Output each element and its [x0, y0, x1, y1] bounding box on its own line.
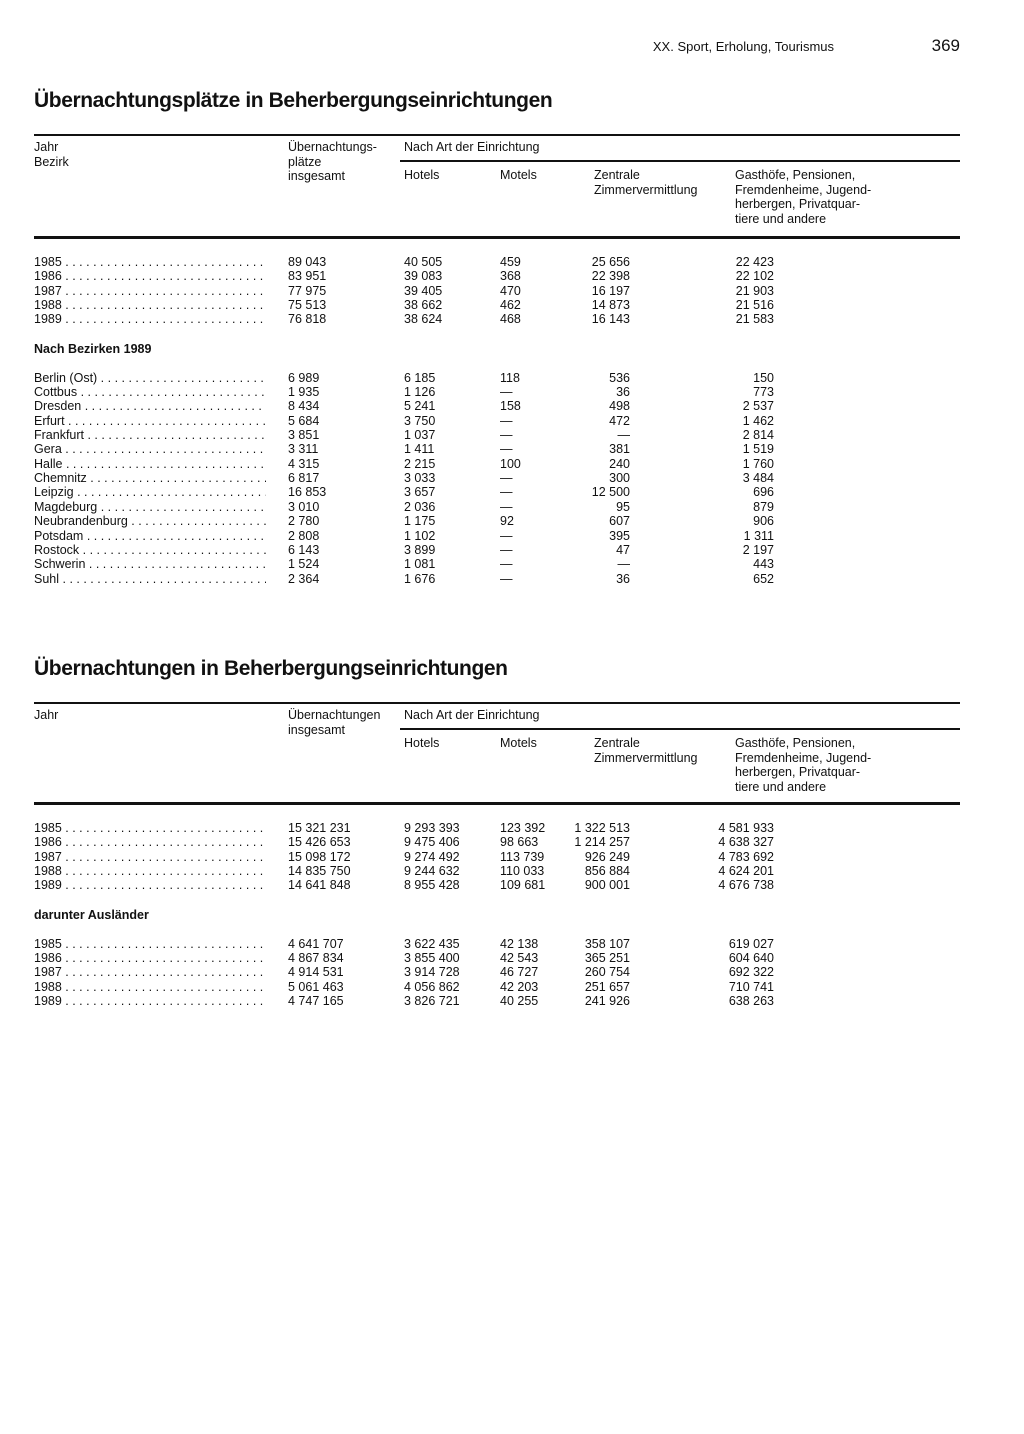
- gasthoefe-cell: 696: [753, 485, 774, 500]
- header-group: Nach Art der Einrichtung: [404, 708, 540, 722]
- motels-cell: —: [500, 557, 513, 572]
- zentrale-cell: 240: [609, 456, 630, 471]
- hotels-cell: 9 293 393: [404, 821, 460, 835]
- table-row: [34, 937, 960, 951]
- total-cell: 2 808: [288, 528, 320, 543]
- gasthoefe-cell: 443: [753, 557, 774, 572]
- total-cell: 14 641 848: [288, 878, 351, 893]
- motels-cell: 46 727: [500, 965, 539, 980]
- gasthoefe-cell: 22 423: [735, 255, 774, 269]
- motels-cell: 110 033: [500, 864, 545, 879]
- hotels-cell: 3 855 400: [404, 951, 460, 966]
- subheading-districts: Nach Bezirken 1989: [34, 341, 152, 356]
- motels-cell: —: [500, 499, 513, 514]
- page-number: 369: [931, 36, 960, 55]
- zentrale-cell: 365 251: [584, 951, 630, 966]
- motels-cell: —: [500, 528, 513, 543]
- row-label: 1985 . . .: [34, 255, 266, 269]
- total-cell: 1 524: [288, 557, 320, 572]
- motels-cell: 158: [500, 399, 521, 414]
- row-label: 1986 . . .: [34, 835, 266, 849]
- header-gasthoefe: Gasthöfe, Pensionen, Fremdenheime, Jugend- herbergen, Privatquar- tiere und andere: [735, 736, 872, 794]
- gasthoefe-cell: 773: [753, 385, 774, 400]
- total-cell: 1 935: [288, 385, 320, 400]
- table-row: [34, 500, 960, 514]
- total-cell: 15 098 172: [288, 849, 351, 864]
- motels-cell: —: [500, 442, 513, 457]
- row-label: Schwerin . . .: [34, 557, 266, 571]
- gasthoefe-cell: 710 741: [728, 979, 774, 994]
- total-cell: 8 434: [288, 399, 320, 414]
- hotels-cell: 3 657: [404, 485, 436, 500]
- header-row-label: Jahr Bezirk: [34, 140, 69, 169]
- total-cell: 3 010: [288, 499, 320, 514]
- header-motels: Motels: [500, 168, 537, 182]
- motels-cell: 118: [500, 370, 520, 385]
- hotels-cell: 39 083: [404, 269, 443, 284]
- zentrale-cell: 16 143: [591, 312, 630, 327]
- hotels-cell: 38 662: [404, 298, 443, 313]
- gasthoefe-cell: 906: [753, 514, 774, 529]
- motels-cell: —: [500, 571, 513, 586]
- zentrale-cell: 22 398: [591, 269, 630, 284]
- hotels-cell: 4 056 862: [404, 979, 460, 994]
- gasthoefe-cell: 604 640: [728, 951, 774, 966]
- hotels-cell: 9 244 632: [404, 864, 460, 879]
- table-row: [34, 385, 960, 399]
- table-overnight-capacity: [34, 88, 960, 586]
- hotels-cell: 1 126: [404, 385, 436, 400]
- table-row: [34, 514, 960, 528]
- table-title: Übernachtungen in Beherbergungseinrichtungen: [34, 657, 508, 680]
- gasthoefe-cell: 1 462: [742, 413, 774, 428]
- table-row: [34, 298, 960, 312]
- total-cell: 77 975: [288, 283, 327, 298]
- table-row: [34, 269, 960, 283]
- row-label: Dresden . . .: [34, 399, 266, 413]
- row-label: 1987 . . .: [34, 850, 266, 864]
- motels-cell: 470: [500, 283, 521, 298]
- total-cell: 4 315: [288, 456, 320, 471]
- hotels-cell: 1 081: [404, 557, 436, 572]
- gasthoefe-cell: 4 638 327: [718, 835, 774, 850]
- total-cell: 2 780: [288, 514, 320, 529]
- total-cell: 6 989: [288, 370, 320, 385]
- motels-cell: 98 663: [500, 835, 539, 850]
- total-cell: 5 061 463: [288, 979, 344, 994]
- hotels-cell: 2 215: [404, 456, 436, 471]
- zentrale-cell: 47: [616, 542, 630, 557]
- row-label: Magdeburg . . .: [34, 500, 266, 514]
- total-cell: 16 853: [288, 485, 327, 500]
- gasthoefe-cell: 22 102: [735, 269, 774, 284]
- table-row: [34, 399, 960, 413]
- motels-cell: 42 138: [500, 936, 539, 951]
- zentrale-cell: 607: [609, 514, 630, 529]
- table-row: [34, 543, 960, 557]
- zentrale-cell: 926 249: [584, 849, 630, 864]
- table-row: [34, 529, 960, 543]
- header-zentrale: Zentrale Zimmervermittlung: [594, 736, 698, 765]
- table-row: [34, 572, 960, 586]
- table-body-years: [34, 821, 960, 893]
- gasthoefe-cell: 638 263: [728, 994, 774, 1009]
- zentrale-cell: —: [617, 557, 630, 572]
- motels-cell: —: [500, 385, 513, 400]
- hotels-cell: 3 622 435: [404, 936, 460, 951]
- hotels-cell: 1 411: [404, 442, 435, 457]
- gasthoefe-cell: 692 322: [728, 965, 774, 980]
- zentrale-cell: 472: [609, 413, 630, 428]
- zentrale-cell: 536: [609, 370, 630, 385]
- table-row: [34, 821, 960, 835]
- header-row-label: Jahr: [34, 708, 59, 722]
- total-cell: 5 684: [288, 413, 320, 428]
- motels-cell: 462: [500, 298, 521, 313]
- subheading-foreigners: darunter Ausländer: [34, 907, 149, 922]
- motels-cell: 92: [500, 514, 514, 529]
- motels-cell: —: [500, 542, 513, 557]
- header-total: Übernachtungs- plätze insgesamt: [288, 140, 377, 183]
- gasthoefe-cell: 2 814: [742, 428, 774, 443]
- hotels-cell: 1 676: [404, 571, 436, 586]
- row-label: 1987 . . .: [34, 965, 266, 979]
- row-label: Potsdam . . .: [34, 529, 266, 543]
- total-cell: 4 914 531: [288, 965, 344, 980]
- hotels-cell: 1 037: [404, 428, 436, 443]
- header-gasthoefe: Gasthöfe, Pensionen, Fremdenheime, Jugend- herbergen, Privatquar- tiere und andere: [735, 168, 872, 226]
- motels-cell: 42 543: [500, 951, 539, 966]
- zentrale-cell: 358 107: [584, 936, 630, 951]
- row-label: 1985 . . .: [34, 821, 266, 835]
- table-row: [34, 485, 960, 499]
- gasthoefe-cell: 652: [753, 571, 774, 586]
- header-motels: Motels: [500, 736, 537, 750]
- header-total: Übernachtungen insgesamt: [288, 708, 381, 737]
- zentrale-cell: 395: [609, 528, 630, 543]
- row-label: 1988 . . .: [34, 864, 266, 878]
- zentrale-cell: 900 001: [584, 878, 630, 893]
- header-hotels: Hotels: [404, 168, 440, 182]
- table-row: [34, 284, 960, 298]
- motels-cell: 459: [500, 255, 521, 269]
- gasthoefe-cell: 4 581 933: [718, 821, 774, 835]
- row-label: 1986 . . .: [34, 269, 266, 283]
- hotels-cell: 3 033: [404, 471, 436, 486]
- zentrale-cell: 16 197: [591, 283, 630, 298]
- total-cell: 6 817: [288, 471, 320, 486]
- hotels-cell: 9 475 406: [404, 835, 460, 850]
- total-cell: 14 835 750: [288, 864, 351, 879]
- motels-cell: —: [500, 485, 513, 500]
- total-cell: 2 364: [288, 571, 320, 586]
- table-row: [34, 951, 960, 965]
- zentrale-cell: 25 656: [591, 255, 630, 269]
- row-label: Chemnitz . . .: [34, 471, 266, 485]
- zentrale-cell: —: [617, 428, 630, 443]
- zentrale-cell: 300: [609, 471, 630, 486]
- gasthoefe-cell: 879: [753, 499, 774, 514]
- table-row: [34, 965, 960, 979]
- table-header: [34, 702, 960, 805]
- table-overnight-stays: [34, 656, 960, 1008]
- total-cell: 83 951: [288, 269, 327, 284]
- row-label: 1988 . . .: [34, 980, 266, 994]
- zentrale-cell: 498: [609, 399, 630, 414]
- motels-cell: 468: [500, 312, 521, 327]
- row-label: Leipzig . . .: [34, 485, 266, 499]
- row-label: Suhl . . .: [34, 572, 266, 586]
- motels-cell: 109 681: [500, 878, 546, 893]
- zentrale-cell: 12 500: [591, 485, 630, 500]
- hotels-cell: 3 826 721: [404, 994, 460, 1009]
- table-row: [34, 312, 960, 326]
- page-header: [34, 36, 960, 60]
- zentrale-cell: 36: [616, 385, 630, 400]
- hotels-cell: 3 914 728: [404, 965, 460, 980]
- row-label: Gera . . .: [34, 442, 266, 456]
- table-header: [34, 134, 960, 239]
- total-cell: 15 321 231: [288, 821, 351, 835]
- header-hotels: Hotels: [404, 736, 440, 750]
- motels-cell: —: [500, 428, 513, 443]
- table-row: [34, 428, 960, 442]
- hotels-cell: 6 185: [404, 370, 436, 385]
- gasthoefe-cell: 4 783 692: [718, 849, 774, 864]
- table-row: [34, 457, 960, 471]
- total-cell: 75 513: [288, 298, 327, 313]
- row-label: 1989 . . .: [34, 312, 266, 326]
- total-cell: 6 143: [288, 542, 320, 557]
- total-cell: 3 311: [288, 442, 319, 457]
- gasthoefe-cell: 21 903: [735, 283, 774, 298]
- table-row: [34, 255, 960, 269]
- total-cell: 76 818: [288, 312, 327, 327]
- hotels-cell: 3 899: [404, 542, 436, 557]
- total-cell: 3 851: [288, 428, 320, 443]
- motels-cell: 123 392: [500, 821, 546, 835]
- row-label: Cottbus . . .: [34, 385, 266, 399]
- gasthoefe-cell: 1 519: [742, 442, 774, 457]
- row-label: 1989 . . .: [34, 994, 266, 1008]
- header-zentrale: Zentrale Zimmervermittlung: [594, 168, 698, 197]
- row-label: 1987 . . .: [34, 284, 266, 298]
- gasthoefe-cell: 1 760: [742, 456, 774, 471]
- row-label: Neubrandenburg . . .: [34, 514, 266, 528]
- hotels-cell: 8 955 428: [404, 878, 460, 893]
- table-row: [34, 371, 960, 385]
- gasthoefe-cell: 2 197: [742, 542, 774, 557]
- zentrale-cell: 1 322 513: [574, 821, 630, 835]
- hotels-cell: 1 175: [404, 514, 436, 529]
- row-label: 1986 . . .: [34, 951, 266, 965]
- row-label: Rostock . . .: [34, 543, 266, 557]
- table-row: [34, 442, 960, 456]
- zentrale-cell: 856 884: [584, 864, 630, 879]
- gasthoefe-cell: 4 676 738: [718, 878, 774, 893]
- gasthoefe-cell: 21 583: [735, 312, 774, 327]
- zentrale-cell: 36: [616, 571, 630, 586]
- motels-cell: —: [500, 413, 513, 428]
- table-row: [34, 835, 960, 849]
- total-cell: 4 867 834: [288, 951, 344, 966]
- table-row: [34, 471, 960, 485]
- gasthoefe-cell: 619 027: [728, 936, 774, 951]
- gasthoefe-cell: 4 624 201: [718, 864, 774, 879]
- row-label: 1989 . . .: [34, 878, 266, 892]
- header-group-rule: [400, 160, 960, 162]
- gasthoefe-cell: 21 516: [735, 298, 774, 313]
- hotels-cell: 40 505: [404, 255, 443, 269]
- table-row: [34, 994, 960, 1008]
- table-row: [34, 850, 960, 864]
- gasthoefe-cell: 1 311: [743, 528, 774, 543]
- gasthoefe-cell: 3 484: [742, 471, 774, 486]
- table-row: [34, 878, 960, 892]
- table-row: [34, 557, 960, 571]
- table-row: [34, 864, 960, 878]
- table-row: [34, 980, 960, 994]
- motels-cell: 113 739: [500, 849, 545, 864]
- row-label: Frankfurt . . .: [34, 428, 266, 442]
- total-cell: 4 747 165: [288, 994, 344, 1009]
- zentrale-cell: 95: [616, 499, 630, 514]
- row-label: 1985 . . .: [34, 937, 266, 951]
- table-body-years: [34, 255, 960, 327]
- motels-cell: 42 203: [500, 979, 539, 994]
- total-cell: 15 426 653: [288, 835, 351, 850]
- hotels-cell: 5 241: [404, 399, 436, 414]
- table-title: Übernachtungsplätze in Beherbergungseinrichtungen: [34, 89, 553, 112]
- gasthoefe-cell: 2 537: [742, 399, 774, 414]
- hotels-cell: 9 274 492: [404, 849, 460, 864]
- hotels-cell: 1 102: [404, 528, 436, 543]
- motels-cell: 40 255: [500, 994, 539, 1009]
- motels-cell: 368: [500, 269, 521, 284]
- hotels-cell: 38 624: [404, 312, 443, 327]
- gasthoefe-cell: 150: [753, 370, 774, 385]
- header-group-rule: [400, 728, 960, 730]
- total-cell: 89 043: [288, 255, 327, 269]
- zentrale-cell: 381: [609, 442, 630, 457]
- row-label: Halle . . .: [34, 457, 266, 471]
- hotels-cell: 3 750: [404, 413, 436, 428]
- chapter-title: XX. Sport, Erholung, Tourismus: [652, 39, 834, 54]
- motels-cell: 100: [500, 456, 521, 471]
- header-group: Nach Art der Einrichtung: [404, 140, 540, 154]
- zentrale-cell: 260 754: [584, 965, 630, 980]
- motels-cell: —: [500, 471, 513, 486]
- row-label: Erfurt . . .: [34, 414, 266, 428]
- zentrale-cell: 14 873: [591, 298, 630, 313]
- row-label: Berlin (Ost) . . .: [34, 371, 266, 385]
- hotels-cell: 2 036: [404, 499, 436, 514]
- total-cell: 4 641 707: [288, 936, 344, 951]
- zentrale-cell: 1 214 257: [574, 835, 630, 850]
- row-label: 1988 . . .: [34, 298, 266, 312]
- table-body-districts: [34, 371, 960, 586]
- zentrale-cell: 241 926: [584, 994, 630, 1009]
- hotels-cell: 39 405: [404, 283, 443, 298]
- table-row: [34, 414, 960, 428]
- table-body-foreigners: [34, 937, 960, 1009]
- zentrale-cell: 251 657: [584, 979, 630, 994]
